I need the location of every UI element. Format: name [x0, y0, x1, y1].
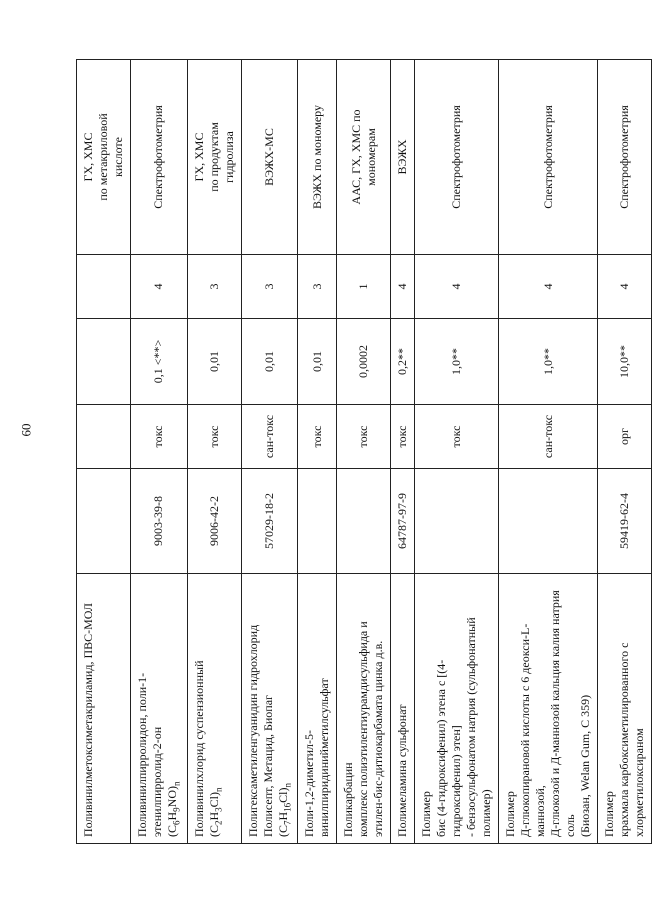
limit-value-cell: 0,01 — [298, 319, 337, 405]
hazard-class-cell: 3 — [241, 255, 298, 319]
name-line: Полимеламина сульфонат — [395, 704, 410, 837]
analysis-method-cell — [131, 60, 188, 255]
cas-number-cell: 59419-62-4 — [598, 469, 652, 574]
formula-part: 6 — [171, 820, 182, 825]
limit-value-cell: 0,2** — [391, 319, 415, 405]
method-line: ВЭЖХ по мономеру — [309, 105, 324, 210]
substance-name-cell — [298, 574, 337, 844]
chemical-formula — [165, 580, 183, 837]
formula-part: (C — [206, 825, 221, 837]
limit-value-cell: 10,0** — [598, 319, 652, 405]
limit-value-cell: 1,0** — [499, 319, 598, 405]
cas-number-cell: 64787-97-9 — [391, 469, 415, 574]
substance-name-cell — [499, 574, 598, 844]
method-line: ГХ, ХМС — [81, 132, 95, 182]
cas-number-cell: 57029-18-2 — [241, 469, 298, 574]
analysis-method-cell — [337, 60, 391, 255]
formula-part: NO) — [165, 786, 179, 808]
formula-part: (C — [165, 825, 179, 837]
hazard-class-cell: 4 — [598, 255, 652, 319]
table-row — [77, 60, 131, 844]
formula-part: n — [213, 787, 224, 792]
formula-part: 7 — [282, 820, 293, 825]
formula-part: H — [165, 811, 179, 821]
method-line: ВЭЖХ — [395, 139, 410, 175]
name-line: Полигексаметиленгуанидин гидрохлорид — [245, 624, 260, 837]
hazard-indicator-cell: токс — [298, 405, 337, 469]
name-line: Поливинилметоксиметакриламид, ПВС-МОЛ — [81, 603, 95, 837]
cas-number-cell — [298, 469, 337, 574]
table-row — [391, 60, 415, 844]
name-line: комплекс полиэтилентиурамдисульфида и — [356, 621, 371, 837]
name-line: Д-глюкозой и Д-маннозой кальция калия натрия соль — [548, 590, 578, 837]
table-row — [241, 60, 298, 844]
hazard-indicator-cell: токс — [415, 405, 499, 469]
limit-value-cell: 1,0** — [415, 319, 499, 405]
formula-part: H — [206, 811, 221, 821]
table-row — [187, 60, 241, 844]
hazard-indicator-cell: сан-токс — [499, 405, 598, 469]
substance-name-cell — [187, 574, 241, 844]
formula-part: 3 — [213, 807, 224, 812]
hazard-indicator-cell: токс — [337, 405, 391, 469]
table-row — [131, 60, 188, 844]
chemical-formula — [207, 580, 225, 837]
formula-part: Cl) — [275, 787, 290, 803]
method-line: ВЭЖХ-МС — [261, 128, 276, 186]
table-row — [337, 60, 391, 844]
table-row — [415, 60, 499, 844]
analysis-method-cell — [187, 60, 241, 255]
cas-number-cell — [77, 469, 131, 574]
formula-part: 16 — [282, 802, 293, 812]
analysis-method-cell — [499, 60, 598, 255]
name-line: Поли-1,2-диметил-5-винилпиридинийметилсульфат — [302, 678, 332, 837]
table-row — [598, 60, 652, 844]
method-line: Спектрофотометрия — [151, 105, 166, 209]
hazard-indicator-cell — [77, 405, 131, 469]
method-line: Спектрофотометрия — [540, 105, 555, 209]
name-line: Полисепт, Метацид, Биопаг — [260, 695, 275, 837]
analysis-method-cell — [598, 60, 652, 255]
substance-name-cell — [131, 574, 188, 844]
formula-part: Cl) — [206, 791, 221, 808]
formula-part: (C — [275, 825, 290, 837]
name-line: бис (4-гидроксифенил) этена с [(4-гидроксифенил) этен] — [434, 659, 464, 837]
hazard-class-cell: 1 — [337, 255, 391, 319]
name-line: Поликарбацин — [341, 762, 356, 837]
method-line: по продуктам — [206, 122, 221, 192]
substance-name-cell — [241, 574, 298, 844]
cas-number-cell — [415, 469, 499, 574]
name-line: Полимер — [602, 791, 617, 837]
cas-number-cell — [499, 469, 598, 574]
hazard-class-cell — [77, 255, 131, 319]
hazard-class-cell: 3 — [298, 255, 337, 319]
substance-name-cell — [391, 574, 415, 844]
hazard-class-cell: 4 — [499, 255, 598, 319]
name-line: Полимер — [419, 791, 434, 837]
analysis-method-cell — [391, 60, 415, 255]
table-row — [298, 60, 337, 844]
method-line: кислоте — [111, 137, 125, 177]
method-line: ААС, ГХ, ХМС по — [348, 109, 363, 205]
limit-value-cell: 0,01 — [241, 319, 298, 405]
formula-part: 9 — [171, 807, 182, 812]
cas-number-cell — [337, 469, 391, 574]
cas-number-cell: 9003-39-8 — [131, 469, 188, 574]
analysis-method-cell — [415, 60, 499, 255]
name-line: Поливинилхлорид суспензионный — [191, 660, 206, 837]
method-line: Спектрофотометрия — [449, 105, 464, 209]
hazard-indicator-cell: сан-токс — [241, 405, 298, 469]
hazard-class-cell: 3 — [187, 255, 241, 319]
limit-value-cell — [77, 319, 131, 405]
hazard-class-cell: 4 — [131, 255, 188, 319]
formula-part: n — [282, 782, 293, 788]
limit-value-cell: 0,1 <**> — [131, 319, 188, 405]
page-number: 60 — [18, 423, 34, 437]
limit-value-cell: 0,01 — [187, 319, 241, 405]
name-line: - бензосульфонатом натрия (сульфонатный полимер) — [464, 617, 494, 837]
method-line: гидролиза — [221, 131, 236, 183]
analysis-method-cell — [298, 60, 337, 255]
name-line: (Биозан, Welan Gum, C 359) — [578, 694, 593, 837]
hazard-class-cell: 4 — [415, 255, 499, 319]
substance-name-cell — [415, 574, 499, 844]
analysis-method-cell — [241, 60, 298, 255]
hazard-indicator-cell: токс — [187, 405, 241, 469]
formula-part: H — [275, 811, 290, 821]
hazard-indicator-cell: токс — [391, 405, 415, 469]
name-line: Д-глюкопирановой кислоты с 6 деокси-L-маннозой, — [518, 623, 548, 837]
hazard-class-cell: 4 — [391, 255, 415, 319]
chemical-formula — [276, 580, 294, 837]
analysis-method-cell — [77, 60, 131, 255]
name-line: хлорметилоксираном — [632, 728, 647, 837]
formula-part: 2 — [213, 820, 224, 825]
rotated-page — [76, 60, 647, 844]
name-line: Поливинилпирролидон, поли-1-этенилпирролид-2-он — [135, 672, 164, 837]
formula-part: n — [171, 781, 182, 786]
hazard-indicator-cell: токс — [131, 405, 188, 469]
method-line: по метакриловой — [96, 113, 110, 201]
substance-name-cell — [598, 574, 652, 844]
method-line: мономерам — [363, 128, 378, 186]
limit-value-cell: 0,0002 — [337, 319, 391, 405]
name-line: этилен-бис-дитиокарбамата цинка д.в. — [371, 640, 386, 837]
substances-table — [76, 59, 652, 844]
method-line: Спектрофотометрия — [617, 105, 632, 209]
substance-name-cell — [77, 574, 131, 844]
substance-name-cell — [337, 574, 391, 844]
hazard-indicator-cell: орг — [598, 405, 652, 469]
cas-number-cell: 9006-42-2 — [187, 469, 241, 574]
name-line: крахмала карбоксиметилированного с — [617, 642, 632, 837]
table-row — [499, 60, 598, 844]
name-line: Полимер — [503, 791, 518, 837]
method-line: ГХ, ХМС — [191, 132, 206, 182]
